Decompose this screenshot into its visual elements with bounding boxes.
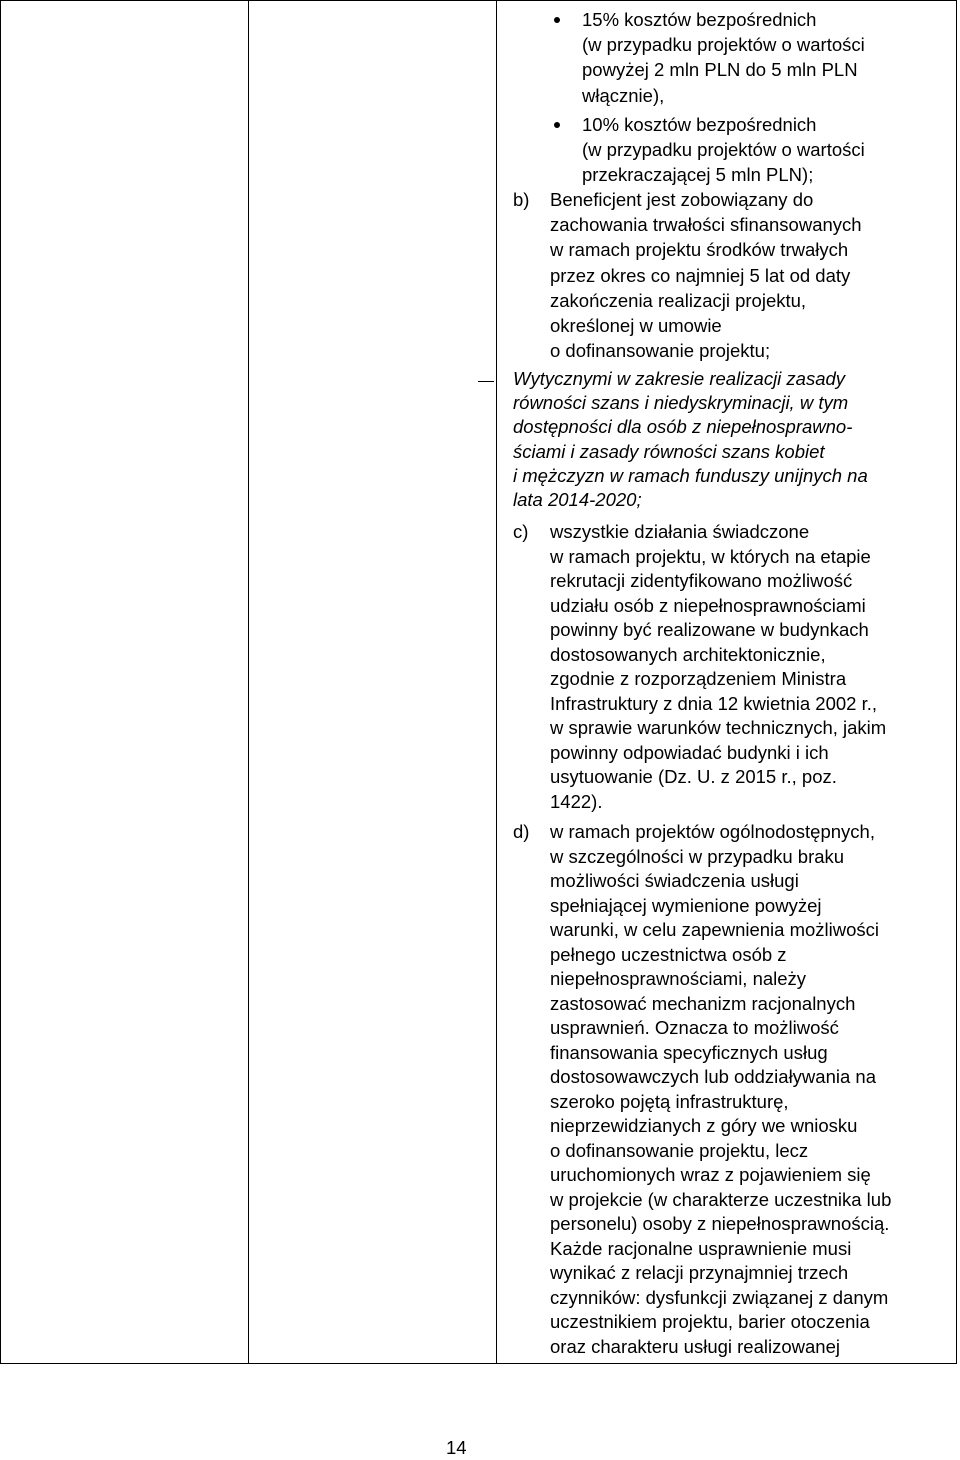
list-marker-b: b) (513, 189, 530, 210)
item-d-line: uczestnikiem projektu, barier otoczenia (550, 1311, 870, 1332)
bullet-icon (554, 122, 560, 128)
list-marker-c: c) (513, 521, 529, 542)
bullet-item-line: przekraczającej 5 mln PLN); (582, 164, 814, 186)
item-c-line: powinny być realizowane w budynkach (550, 619, 869, 640)
item-d-line: personelu) osoby z niepełnosprawnością. (550, 1213, 890, 1234)
item-d-line: warunki, w celu zapewnienia możliwości (550, 919, 880, 940)
item-c-line: rekrutacji zidentyfikowano możliwość (550, 570, 853, 591)
item-d-line: finansowania specyficznych usług (550, 1041, 828, 1063)
dash-item-line: lata 2014-2020; (513, 489, 642, 510)
item-c-line: wszystkie działania świadczone (550, 521, 810, 542)
page-number: 14 (446, 1437, 467, 1458)
bullet-icon (554, 17, 560, 23)
item-b-line: w ramach projektu środków trwałych (550, 239, 849, 261)
item-b-line: zachowania trwałości sfinansowanych (550, 214, 862, 236)
item-d-line: usprawnień. Oznacza to możliwość (550, 1017, 839, 1038)
item-d-line: spełniającej wymienione powyżej (550, 894, 822, 916)
item-c-line: 1422). (550, 790, 603, 812)
item-c-line: w sprawie warunków technicznych, jakim (550, 717, 887, 738)
item-c-line: w ramach projektu, w których na etapie (550, 545, 871, 567)
item-d-line: w projekcie (w charakterze uczestnika lub (550, 1188, 892, 1210)
column-divider-2 (496, 1, 497, 1363)
item-c-line: dostosowanych architektonicznie, (550, 643, 826, 665)
item-c-line: usytuowanie (Dz. U. z 2015 r., poz. (550, 766, 837, 787)
column-divider-1 (248, 1, 249, 1363)
list-marker-d: d) (513, 821, 530, 842)
bullet-item-line: 10% kosztów bezpośrednich (582, 114, 817, 135)
dash-item-line: równości szans i niedyskryminacji, w tym (513, 392, 849, 414)
item-b-line: przez okres co najmniej 5 lat od daty (550, 264, 851, 286)
item-c-line: Infrastruktury z dnia 12 kwietnia 2002 r., (550, 692, 878, 714)
item-d-line: w ramach projektów ogólnodostępnych, (550, 821, 875, 842)
item-d-line: w szczególności w przypadku braku (550, 845, 845, 867)
dash-item-line: dostępności dla osób z niepełnosprawno- (513, 416, 853, 438)
item-b-line: Beneficjent jest zobowiązany do (550, 189, 814, 210)
item-d-line: nieprzewidzianych z góry we wniosku (550, 1115, 858, 1136)
item-d-line: wynikać z relacji przynajmniej trzech (550, 1262, 849, 1283)
item-b-line: określonej w umowie (550, 315, 722, 336)
item-d-line: zastosować mechanizm racjonalnych (550, 992, 856, 1014)
item-d-line: uruchomionych wraz z pojawieniem się (550, 1164, 871, 1185)
item-d-line: oraz charakteru usługi realizowanej (550, 1335, 840, 1357)
item-d-line: pełnego uczestnictwa osób z (550, 943, 787, 965)
dash-icon (478, 381, 494, 382)
item-c-line: powinny odpowiadać budynki i ich (550, 741, 829, 763)
bullet-item-line: 15% kosztów bezpośrednich (582, 9, 817, 30)
item-d-line: o dofinansowanie projektu, lecz (550, 1139, 809, 1161)
item-d-line: czynników: dysfunkcji związanej z danym (550, 1286, 889, 1308)
item-d-line: niepełnosprawnościami, należy (550, 968, 807, 989)
item-b-line: zakończenia realizacji projektu, (550, 289, 807, 311)
bullet-item-line: (w przypadku projektów o wartości (582, 139, 865, 161)
item-d-line: możliwości świadczenia usługi (550, 870, 799, 891)
dash-item-line: ściami i zasady równości szans kobiet (513, 440, 825, 462)
item-c-line: zgodnie z rozporządzeniem Ministra (550, 668, 847, 689)
dash-item-line: Wytycznymi w zakresie realizacji zasady (513, 368, 846, 389)
item-d-line: szeroko pojętą infrastrukturę, (550, 1090, 789, 1112)
item-d-line: Każde racjonalne usprawnienie musi (550, 1237, 852, 1259)
bullet-item-line: (w przypadku projektów o wartości (582, 34, 865, 56)
bullet-item-line: powyżej 2 mln PLN do 5 mln PLN (582, 59, 858, 81)
item-d-line: dostosowawczych lub oddziaływania na (550, 1066, 876, 1087)
dash-item-line: i mężczyzn w ramach funduszy unijnych na (513, 464, 868, 486)
bullet-item-line: włącznie), (582, 84, 665, 106)
item-b-line: o dofinansowanie projektu; (550, 340, 771, 362)
item-c-line: udziału osób z niepełnosprawnościami (550, 594, 866, 616)
